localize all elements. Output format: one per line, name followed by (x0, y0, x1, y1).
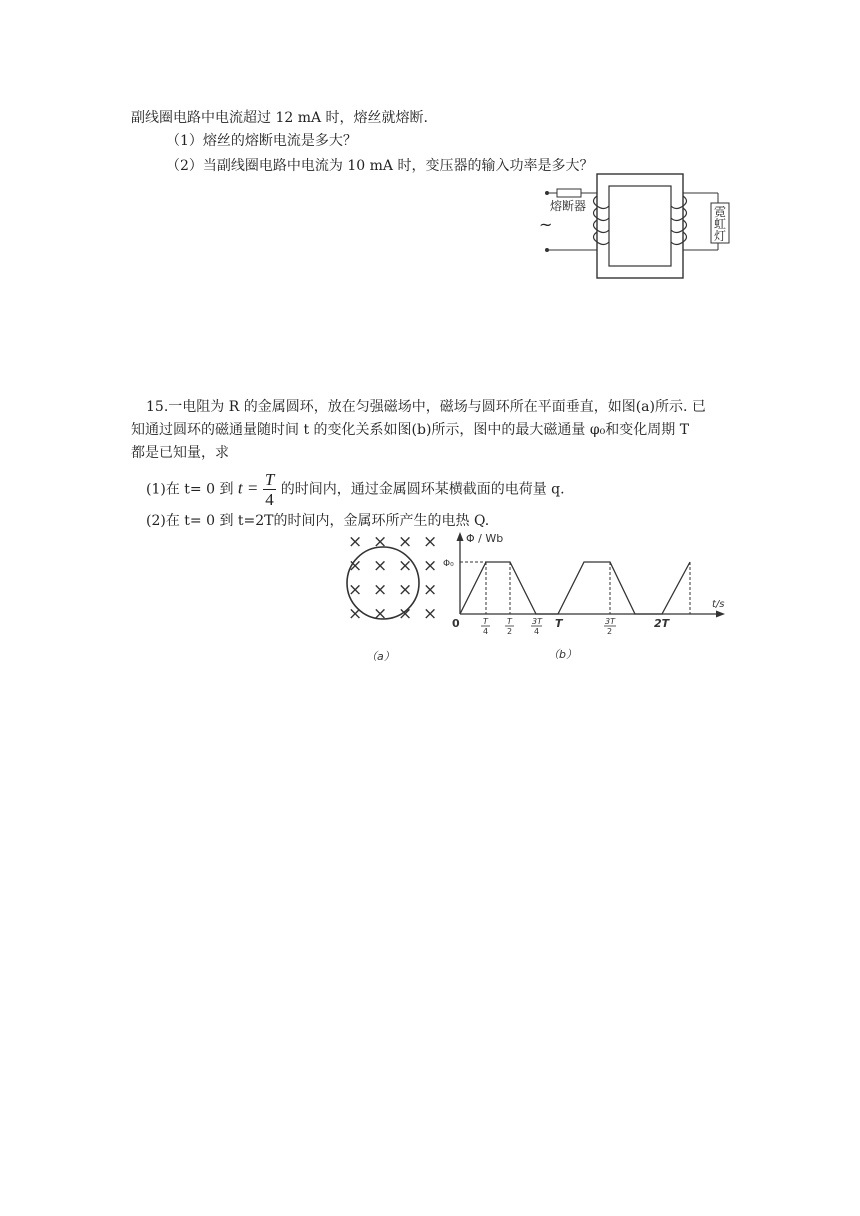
x-tick-quarter (481, 617, 490, 636)
field-cross-2-1: × (373, 580, 388, 600)
x-tick-origin: 0 (452, 617, 460, 630)
y-axis-label: Φ / Wb (466, 532, 504, 545)
field-cross-3-1: × (373, 604, 388, 624)
transformer-circuit-figure (535, 168, 745, 286)
x-tick-three-half-den: 2 (607, 627, 613, 636)
field-cross-2-0: × (348, 580, 363, 600)
x-axis-arrow (716, 611, 725, 618)
q15-part-1-suffix: 的时间内，通过金属圆环某横截面的电荷量 q. (280, 481, 565, 498)
field-cross-1-2: × (398, 556, 413, 576)
q15-part-1 (146, 470, 565, 509)
field-cross-2-3: × (423, 580, 438, 600)
q15-part-2: (2)在 t= 0 到 t=2T的时间内，金属环所产生的电热 Q. (146, 513, 490, 529)
x-tick-2T: 2T (654, 617, 670, 630)
x-tick-quarter-den: 4 (483, 627, 489, 636)
field-cross-1-1: × (373, 556, 388, 576)
field-cross-3-3: × (423, 604, 438, 624)
figure-a-caption: （a） (366, 650, 395, 663)
x-tick-T: T (555, 617, 563, 630)
fuse-label: 熔断器 (550, 199, 587, 213)
field-cross-0-0: × (348, 532, 363, 552)
x-tick-three-half-num: 3T (605, 617, 615, 626)
flux-curve (460, 562, 690, 614)
q14-question-2: （2）当副线圈电路中电流为 10 mA 时，变压器的输入功率是多大？ (166, 158, 594, 174)
y-axis-arrow (457, 532, 464, 541)
q15-part-1-prefix: (1)在 t= 0 到 (146, 481, 234, 498)
x-tick-three-quarter (531, 617, 543, 636)
neon-lamp-label-1: 霓 (714, 205, 727, 219)
x-tick-three-quarter-num: 3T (532, 617, 542, 626)
neon-lamp-label-2: 虹 (714, 217, 727, 231)
x-tick-half-den: 2 (507, 627, 513, 636)
field-cross-1-3: × (423, 556, 438, 576)
q15-stem-line-2: 知通过圆环的磁通量随时间 t 的变化关系如图(b)所示，图中的最大磁通量 φ₀和变化周期 T (131, 422, 690, 438)
x-tick-quarter-num: T (483, 617, 488, 626)
input-terminal-top (545, 191, 549, 195)
field-cross-3-2: × (398, 604, 413, 624)
q15-part-1-fraction (263, 470, 276, 509)
fuse-symbol (557, 189, 581, 197)
x-axis-label: t/s (712, 599, 725, 610)
figure-a-ring-in-field (340, 528, 440, 668)
ac-source-symbol: ~ (539, 215, 553, 234)
field-cross-2-2: × (398, 580, 413, 600)
transformer-core-outer (597, 174, 683, 278)
y-tick-phi0: Φ₀ (443, 559, 454, 569)
field-cross-0-1: × (373, 532, 388, 552)
field-cross-1-0: × (348, 556, 363, 576)
secondary-coil (671, 196, 687, 245)
q14-intro-line: 副线圈电路中电流超过 12 mA 时，熔丝就熔断. (131, 110, 428, 126)
primary-coil (594, 196, 610, 245)
x-tick-three-quarter-den: 4 (534, 627, 540, 636)
x-tick-three-half (604, 617, 616, 636)
input-terminal-bottom (545, 248, 549, 252)
fraction-denominator: 4 (265, 490, 274, 509)
magnetic-field-crosses (348, 532, 437, 624)
fraction-numerator: T (264, 470, 275, 489)
field-cross-0-3: × (423, 532, 438, 552)
neon-lamp-label-3: 灯 (714, 229, 727, 243)
x-tick-half-num: T (507, 617, 512, 626)
figure-b-flux-graph (440, 528, 730, 668)
field-cross-3-0: × (348, 604, 363, 624)
x-tick-half (505, 617, 514, 636)
field-cross-0-2: × (398, 532, 413, 552)
q15-stem-line-3: 都是已知量，求 (131, 445, 229, 461)
transformer-core-inner (609, 186, 671, 266)
figure-b-caption: （b） (548, 648, 577, 661)
time-markers (486, 562, 690, 614)
q14-question-1: （1）熔丝的熔断电流是多大？ (166, 133, 357, 149)
q15-part-1-t: t = (237, 478, 259, 498)
q15-stem-line-1: 15.一电阻为 R 的金属圆环，放在匀强磁场中，磁场与圆环所在平面垂直，如图(a)所示. 已 (146, 399, 706, 415)
